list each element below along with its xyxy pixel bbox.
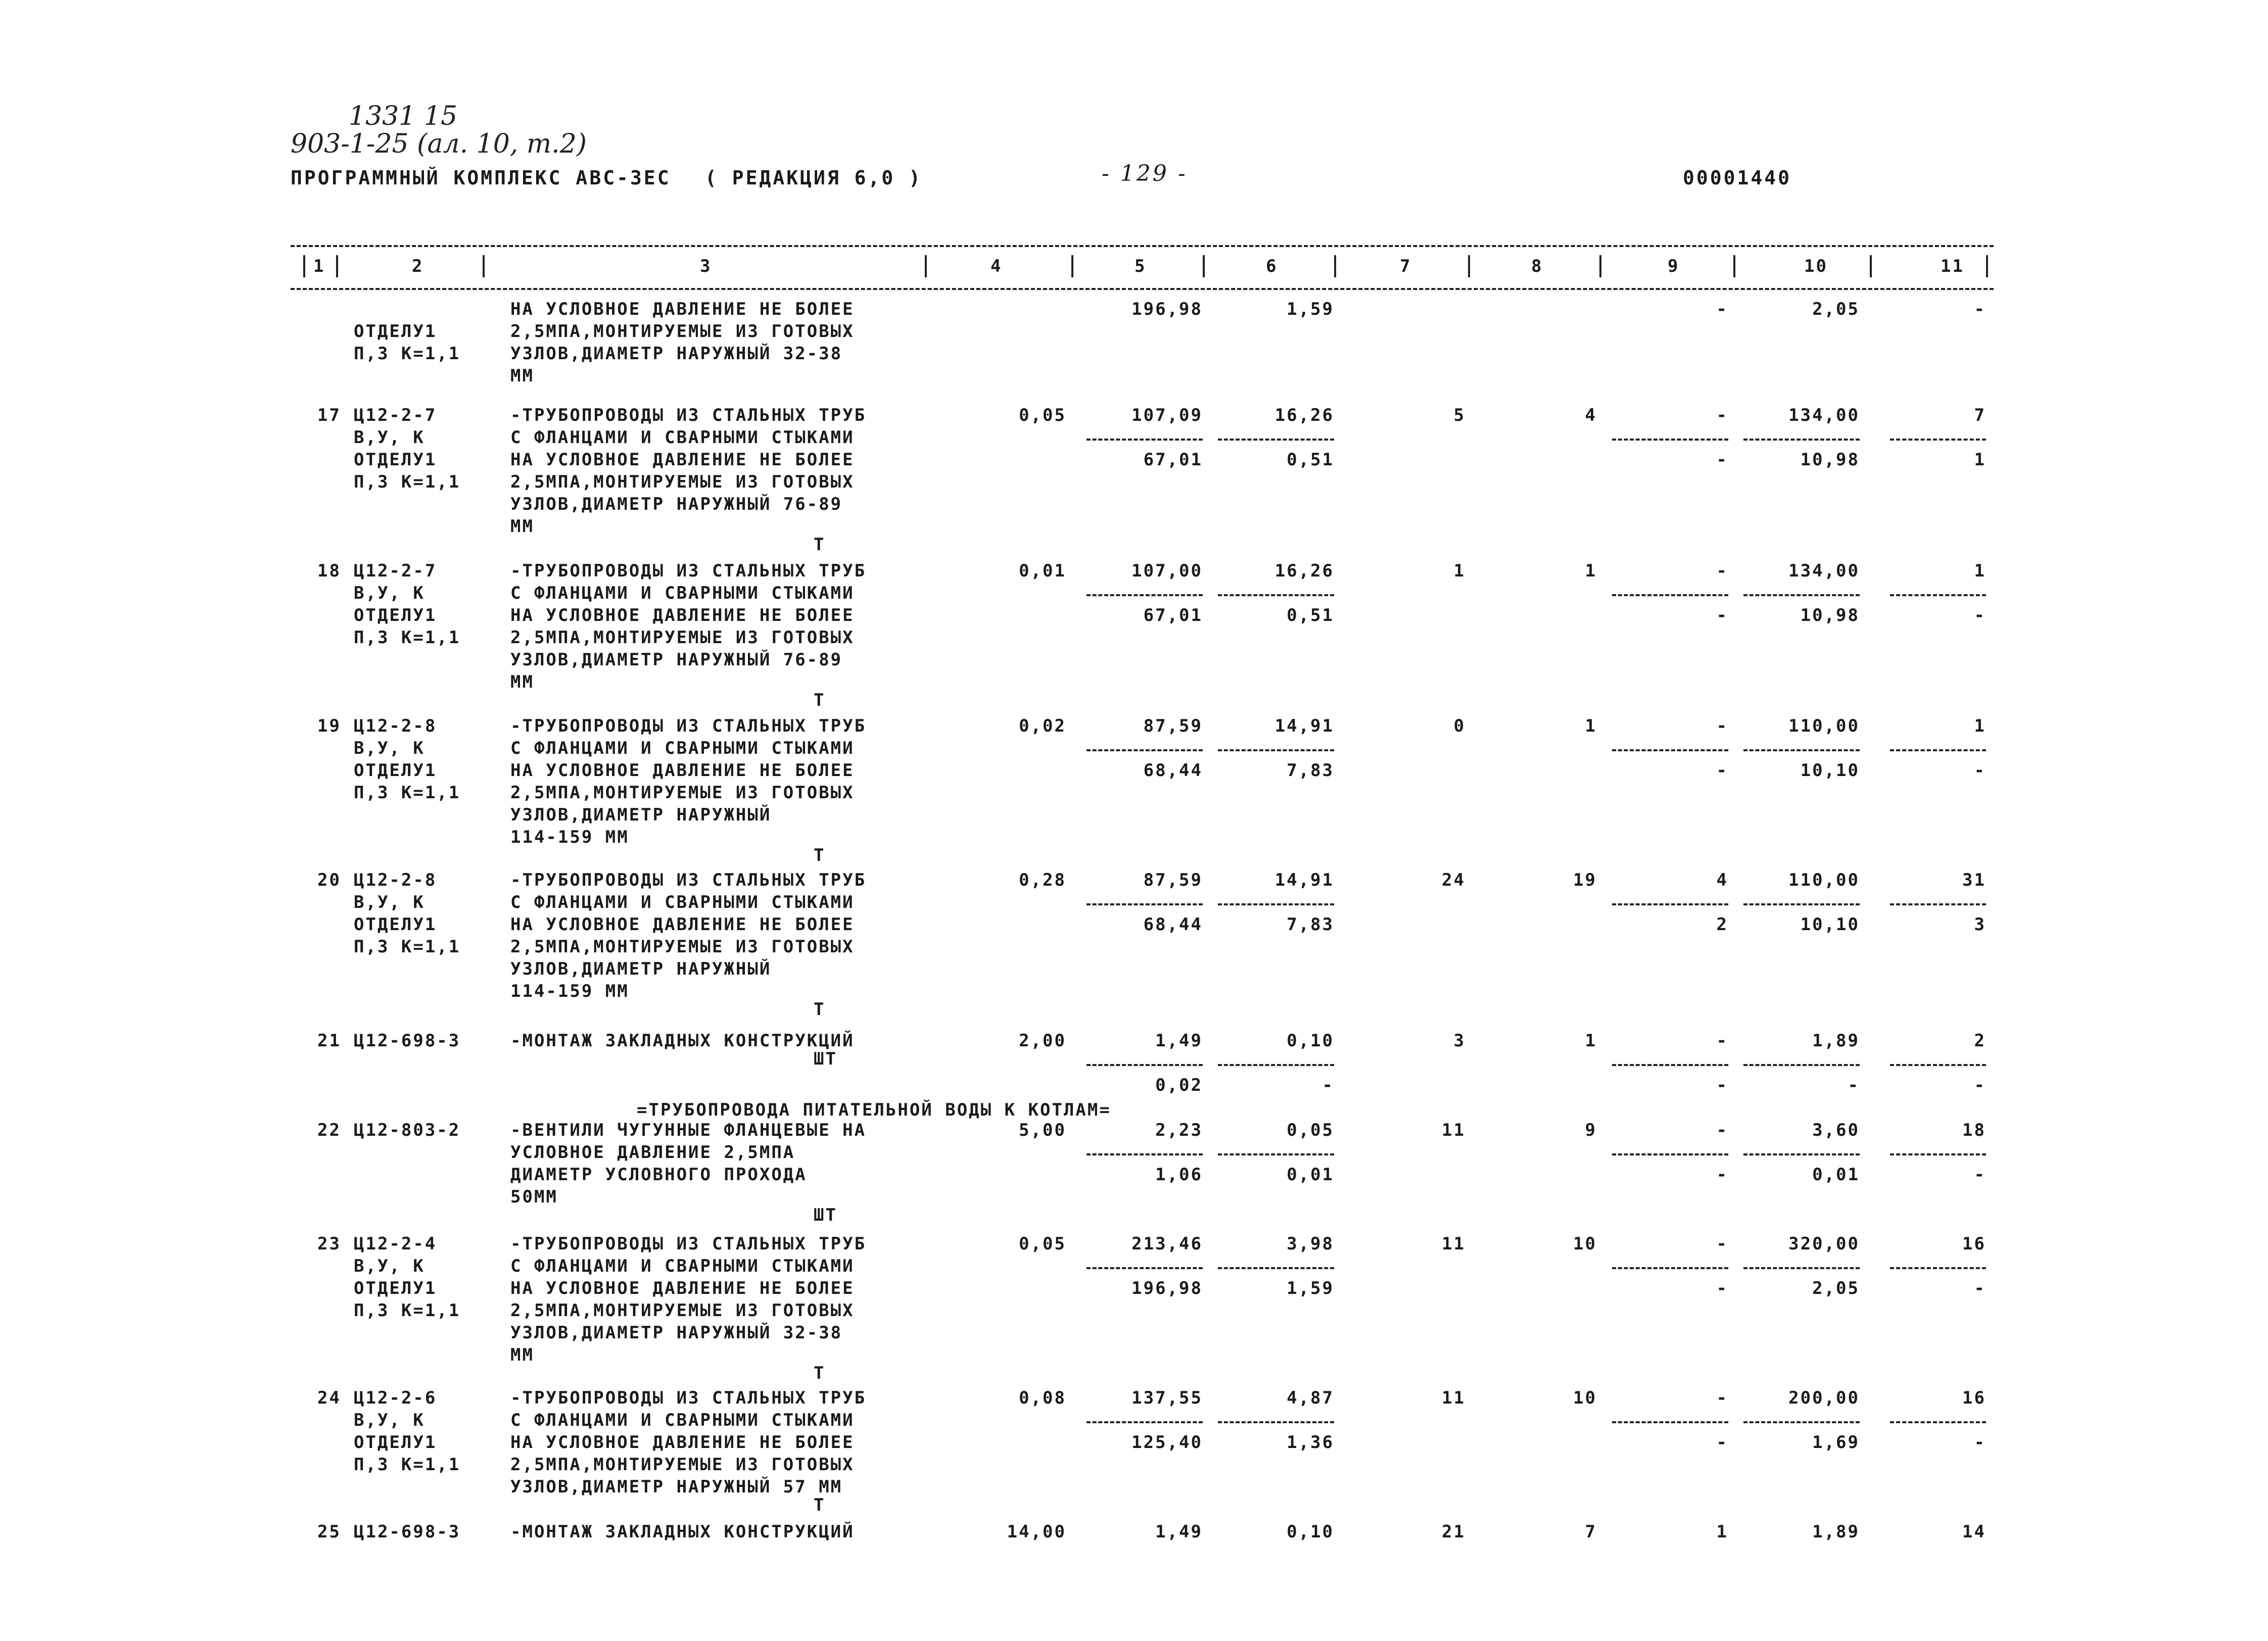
row-code-line: В,У, К [354,427,425,448]
row-number: 25 [317,1522,341,1542]
row-c9-upper: - [1716,405,1728,425]
row-number: 24 [317,1388,341,1408]
row-c9-upper: - [1716,1234,1728,1254]
row-unit: ШТ [814,1205,837,1225]
row-quantity: 2,00 [1019,1031,1066,1051]
row-description-line: 2,5МПА,МОНТИРУЕМЫЕ ИЗ ГОТОВЫХ [510,628,855,648]
row-description-line: 2,5МПА,МОНТИРУЕМЫЕ ИЗ ГОТОВЫХ [510,472,855,492]
row-c5-lower: 0,02 [1155,1075,1203,1095]
row-c10-lower: 10,10 [1800,760,1860,781]
row-number: 21 [317,1031,341,1051]
program-title: ПРОГРАММНЫЙ КОМПЛЕКС АВС-3ЕС [291,167,671,189]
row-c8: 19 [1573,870,1597,890]
row-c11-divider [1890,1421,1986,1423]
row-code-line: П,3 К=1,1 [354,472,461,492]
row-description-line: ММ [510,672,534,692]
row-c11-lower: 3 [1974,914,1986,935]
row-code-line: П,3 К=1,1 [354,1300,461,1321]
row-description-line: С ФЛАНЦАМИ И СВАРНЫМИ СТЫКАМИ [510,1410,855,1430]
row-c6-lower: 7,83 [1287,760,1334,781]
row-description-line: ММ [510,1345,534,1365]
row-c10-divider [1743,594,1860,596]
row-c5-upper: 196,98 [1131,299,1203,319]
row-quantity: 0,08 [1019,1388,1066,1408]
row-c5-upper: 213,46 [1131,1234,1203,1254]
row-c5-lower: 68,44 [1143,760,1203,781]
row-c7: 24 [1442,870,1466,890]
row-c6-upper: 14,91 [1274,716,1334,736]
row-description-line: ММ [510,516,534,537]
row-c10-upper: 1,89 [1812,1031,1860,1051]
row-c6-upper: 16,26 [1274,561,1334,581]
row-c5-upper: 107,00 [1131,561,1203,581]
row-c10-upper: 1,89 [1812,1522,1860,1542]
row-number: 20 [317,870,341,890]
document-code: 00001440 [1683,167,1792,189]
row-quantity: 0,01 [1019,561,1066,581]
row-c7: 11 [1442,1234,1466,1254]
row-c6-divider [1218,1064,1334,1066]
row-c11-upper: 1 [1974,716,1986,736]
row-c10-lower: 10,10 [1800,914,1860,935]
row-description-line: -ВЕНТИЛИ ЧУГУННЫЕ ФЛАНЦЕВЫЕ НА [510,1120,867,1140]
row-code-line: В,У, К [354,583,425,603]
row-c9-upper: - [1716,1388,1728,1408]
row-description-line: 2,5МПА,МОНТИРУЕМЫЕ ИЗ ГОТОВЫХ [510,1455,855,1475]
row-c8: 10 [1573,1388,1597,1408]
row-c10-lower: - [1848,1075,1860,1095]
row-c9-divider [1612,1421,1728,1423]
column-separator [483,255,485,277]
row-c11-upper: 1 [1974,561,1986,581]
row-description-line: 114-159 ММ [510,981,629,1001]
row-c9-lower: - [1716,605,1728,625]
row-c6-lower: 7,83 [1287,914,1334,935]
row-description-line: ДИАМЕТР УСЛОВНОГО ПРОХОДА [510,1165,807,1185]
row-description-line: НА УСЛОВНОЕ ДАВЛЕНИЕ НЕ БОЛЕЕ [510,914,855,935]
row-c7: 21 [1442,1522,1466,1542]
column-separator [1733,255,1735,277]
row-c6-upper: 0,05 [1287,1120,1334,1140]
row-description-line: УСЛОВНОЕ ДАВЛЕНИЕ 2,5МПА [510,1142,795,1163]
row-description-line: 2,5МПА,МОНТИРУЕМЫЕ ИЗ ГОТОВЫХ [510,937,855,957]
handwritten-note-2: 903-1-25 (ал. 10, т.2) [291,129,587,159]
row-c8: 1 [1585,716,1597,736]
row-c6-lower: 0,01 [1287,1165,1334,1185]
row-description-line: -ТРУБОПРОВОДЫ ИЗ СТАЛЬНЫХ ТРУБ [510,1234,867,1254]
row-description-line: УЗЛОВ,ДИАМЕТР НАРУЖНЫЙ 76-89 [510,494,843,514]
row-description-line: НА УСЛОВНОЕ ДАВЛЕНИЕ НЕ БОЛЕЕ [510,450,855,470]
row-c9-upper: - [1716,1031,1728,1051]
row-unit: Т [814,1363,826,1383]
row-code-line: Ц12-698-3 [354,1522,461,1542]
row-description-line: НА УСЛОВНОЕ ДАВЛЕНИЕ НЕ БОЛЕЕ [510,760,855,781]
row-quantity: 0,05 [1019,1234,1066,1254]
row-c5-lower: 125,40 [1131,1432,1203,1453]
column-separator [1468,255,1470,277]
row-code-line: Ц12-2-7 [354,405,437,425]
row-c6-lower: 1,59 [1287,1278,1334,1298]
row-c9-divider [1612,1064,1728,1066]
row-code-line: П,3 К=1,1 [354,628,461,648]
row-c6-lower: 1,36 [1287,1432,1334,1453]
row-c9-upper: - [1716,1120,1728,1140]
row-c10-divider [1743,1267,1860,1269]
row-c7: 5 [1453,405,1466,425]
row-c5-divider [1086,749,1203,751]
row-description-line: 2,5МПА,МОНТИРУЕМЫЕ ИЗ ГОТОВЫХ [510,321,855,342]
row-c10-upper: 2,05 [1812,299,1860,319]
row-c5-lower: 67,01 [1143,605,1203,625]
row-c11-divider [1890,903,1986,905]
row-code-line: ОТДЕЛУ1 [354,914,437,935]
row-c11-divider [1890,1064,1986,1066]
handwritten-note-1: 1331 15 [349,101,458,131]
row-c5-lower: 68,44 [1143,914,1203,935]
row-description-line: УЗЛОВ,ДИАМЕТР НАРУЖНЫЙ 76-89 [510,650,843,670]
row-description-line: 50ММ [510,1187,558,1207]
row-code-line: Ц12-2-8 [354,870,437,890]
column-header-4: 4 [990,256,1003,276]
row-c10-lower: 10,98 [1800,605,1860,625]
row-c9-divider [1612,903,1728,905]
row-c5-divider [1086,1267,1203,1269]
column-separator [1334,255,1336,277]
row-c6-divider [1218,749,1334,751]
row-c5-divider [1086,1421,1203,1423]
row-c9-divider [1612,439,1728,441]
row-c11-upper: 16 [1962,1234,1986,1254]
row-c6-lower: 0,51 [1287,605,1334,625]
page-number: - 129 - [1102,161,1188,186]
row-c6-upper: 1,59 [1287,299,1334,319]
row-c6-divider [1218,439,1334,441]
row-c9-divider [1612,1153,1728,1155]
row-code-line: П,3 К=1,1 [354,1455,461,1475]
row-c6-divider [1218,1267,1334,1269]
row-c10-divider [1743,1153,1860,1155]
row-number: 23 [317,1234,341,1254]
row-c11-divider [1890,439,1986,441]
row-c11-divider [1890,749,1986,751]
row-code-line: Ц12-2-8 [354,716,437,736]
row-c8: 4 [1585,405,1597,425]
column-header-3: 3 [700,256,712,276]
section-title-text: ТРУБОПРОВОДА ПИТАТЕЛЬНОЙ ВОДЫ К КОТЛАМ [648,1100,1100,1120]
row-c6-divider [1218,1421,1334,1423]
row-c5-divider [1086,903,1203,905]
row-code-line: Ц12-698-3 [354,1031,461,1051]
column-separator [336,255,338,277]
row-c10-lower: 10,98 [1800,450,1860,470]
row-c6-lower: 0,51 [1287,450,1334,470]
column-separator [1203,255,1205,277]
column-header-7: 7 [1400,256,1412,276]
row-c10-divider [1743,903,1860,905]
column-separator [1071,255,1073,277]
row-c6-upper: 0,10 [1287,1522,1334,1542]
row-c11-divider [1890,1153,1986,1155]
column-separator [1599,255,1601,277]
row-code-line: П,3 К=1,1 [354,344,461,364]
row-code-line: ОТДЕЛУ1 [354,1278,437,1298]
row-c5-upper: 87,59 [1143,870,1203,890]
row-description-line: НА УСЛОВНОЕ ДАВЛЕНИЕ НЕ БОЛЕЕ [510,1278,855,1298]
row-unit: Т [814,999,826,1020]
row-quantity: 5,00 [1019,1120,1066,1140]
row-c5-divider [1086,439,1203,441]
row-description-line: -ТРУБОПРОВОДЫ ИЗ СТАЛЬНЫХ ТРУБ [510,405,867,425]
column-separator [1986,255,1988,277]
row-description-line: ММ [510,366,534,386]
row-code-line: В,У, К [354,738,425,758]
row-c7: 1 [1453,561,1466,581]
row-code-line: ОТДЕЛУ1 [354,760,437,781]
row-c10-upper: 110,00 [1788,870,1860,890]
row-c11-lower: - [1974,605,1986,625]
row-c5-upper: 107,09 [1131,405,1203,425]
row-c10-upper: 320,00 [1788,1234,1860,1254]
column-separator [1870,255,1872,277]
row-code-line: Ц12-803-2 [354,1120,461,1140]
row-c8: 1 [1585,561,1597,581]
row-c6-upper: 3,98 [1287,1234,1334,1254]
row-c9-upper: 4 [1716,870,1728,890]
row-c7: 0 [1453,716,1466,736]
row-number: 22 [317,1120,341,1140]
row-number: 17 [317,405,341,425]
row-description-line: НА УСЛОВНОЕ ДАВЛЕНИЕ НЕ БОЛЕЕ [510,299,855,319]
row-unit: ШТ [814,1049,837,1069]
row-unit: Т [814,690,826,710]
row-c5-divider [1086,1153,1203,1155]
row-c9-lower: - [1716,450,1728,470]
row-code-line: ОТДЕЛУ1 [354,450,437,470]
row-code-line: Ц12-2-6 [354,1388,437,1408]
column-separator [303,255,305,277]
row-c11-upper: 16 [1962,1388,1986,1408]
row-unit: Т [814,845,826,865]
row-c11-lower: - [1974,1432,1986,1453]
row-c11-upper: 7 [1974,405,1986,425]
row-c9-lower: - [1716,1278,1728,1298]
row-number: 19 [317,716,341,736]
row-c5-upper: 1,49 [1155,1522,1203,1542]
edition-label: ( РЕДАКЦИЯ 6,0 ) [705,167,923,189]
column-header-2: 2 [412,256,424,276]
row-quantity: 0,02 [1019,716,1066,736]
row-description-line: С ФЛАНЦАМИ И СВАРНЫМИ СТЫКАМИ [510,583,855,603]
row-c10-divider [1743,1421,1860,1423]
row-quantity: 0,05 [1019,405,1066,425]
column-header-1: 1 [313,256,325,276]
row-description-line: С ФЛАНЦАМИ И СВАРНЫМИ СТЫКАМИ [510,1256,855,1276]
row-description-line: УЗЛОВ,ДИАМЕТР НАРУЖНЫЙ [510,805,772,825]
row-c10-upper: 200,00 [1788,1388,1860,1408]
row-c11-lower: - [1974,1278,1986,1298]
row-c7: 11 [1442,1388,1466,1408]
row-unit: Т [814,1495,826,1515]
row-code-line: П,3 К=1,1 [354,783,461,803]
row-c10-divider [1743,439,1860,441]
row-c9-upper: - [1716,716,1728,736]
row-c6-lower: - [1322,1075,1334,1095]
row-quantity: 0,28 [1019,870,1066,890]
row-c10-lower: 2,05 [1812,1278,1860,1298]
row-c10-divider [1743,1064,1860,1066]
row-description-line: С ФЛАНЦАМИ И СВАРНЫМИ СТЫКАМИ [510,892,855,912]
row-c9-divider [1612,594,1728,596]
row-c6-upper: 4,87 [1287,1388,1334,1408]
table-top-rule [291,245,1994,247]
row-description-line: -ТРУБОПРОВОДЫ ИЗ СТАЛЬНЫХ ТРУБ [510,716,867,736]
row-c11-divider [1890,594,1986,596]
row-c10-lower: 0,01 [1812,1165,1860,1185]
row-code-line: ОТДЕЛУ1 [354,1432,437,1453]
row-description-line: -ТРУБОПРОВОДЫ ИЗ СТАЛЬНЫХ ТРУБ [510,870,867,890]
row-unit: Т [814,535,826,555]
row-c5-upper: 137,55 [1131,1388,1203,1408]
row-description-line: С ФЛАНЦАМИ И СВАРНЫМИ СТЫКАМИ [510,738,855,758]
column-header-10: 10 [1804,256,1828,276]
row-code-line: В,У, К [354,892,425,912]
row-c6-upper: 0,10 [1287,1031,1334,1051]
row-description-line: 2,5МПА,МОНТИРУЕМЫЕ ИЗ ГОТОВЫХ [510,783,855,803]
row-c5-upper: 1,49 [1155,1031,1203,1051]
row-description-line: УЗЛОВ,ДИАМЕТР НАРУЖНЫЙ 57 ММ [510,1477,843,1497]
row-c11-lower: 1 [1974,450,1986,470]
column-separator [925,255,927,277]
row-c10-upper: 134,00 [1788,405,1860,425]
row-c11-lower: - [1974,1165,1986,1185]
row-c8: 9 [1585,1120,1597,1140]
row-description-line: НА УСЛОВНОЕ ДАВЛЕНИЕ НЕ БОЛЕЕ [510,605,855,625]
row-c5-upper: 2,23 [1155,1120,1203,1140]
row-c11-upper: 31 [1962,870,1986,890]
row-code-line: ОТДЕЛУ1 [354,605,437,625]
row-description-line: -МОНТАЖ ЗАКЛАДНЫХ КОНСТРУКЦИЙ [510,1522,855,1542]
row-description-line: УЗЛОВ,ДИАМЕТР НАРУЖНЫЙ [510,959,772,979]
row-c11-upper: - [1974,299,1986,319]
row-c11-upper: 14 [1962,1522,1986,1542]
row-description-line: 114-159 ММ [510,827,629,847]
row-c11-divider [1890,1267,1986,1269]
row-c11-lower: - [1974,760,1986,781]
row-c6-divider [1218,1153,1334,1155]
row-c6-upper: 16,26 [1274,405,1334,425]
row-c5-lower: 1,06 [1155,1165,1203,1185]
row-code-line: В,У, К [354,1256,425,1276]
row-c11-upper: 2 [1974,1031,1986,1051]
row-c11-upper: 18 [1962,1120,1986,1140]
column-header-6: 6 [1266,256,1278,276]
row-c9-divider [1612,1267,1728,1269]
row-c5-divider [1086,1064,1203,1066]
row-c9-lower: 2 [1716,914,1728,935]
row-description-line: 2,5МПА,МОНТИРУЕМЫЕ ИЗ ГОТОВЫХ [510,1300,855,1321]
column-header-8: 8 [1531,256,1543,276]
row-c9-lower: - [1716,1165,1728,1185]
row-c6-divider [1218,594,1334,596]
row-code-line: Ц12-2-7 [354,561,437,581]
row-c5-lower: 67,01 [1143,450,1203,470]
row-c7: 3 [1453,1031,1466,1051]
row-c10-divider [1743,749,1860,751]
row-code-line: Ц12-2-4 [354,1234,437,1254]
row-c10-upper: 3,60 [1812,1120,1860,1140]
row-c8: 1 [1585,1031,1597,1051]
row-quantity: 14,00 [1007,1522,1066,1542]
row-c9-upper: - [1716,299,1728,319]
row-description-line: УЗЛОВ,ДИАМЕТР НАРУЖНЫЙ 32-38 [510,1323,843,1343]
row-description-line: -ТРУБОПРОВОДЫ ИЗ СТАЛЬНЫХ ТРУБ [510,1388,867,1408]
row-description-line: -МОНТАЖ ЗАКЛАДНЫХ КОНСТРУКЦИЙ [510,1031,855,1051]
row-c10-lower: 1,69 [1812,1432,1860,1453]
row-c6-divider [1218,903,1334,905]
row-number: 18 [317,561,341,581]
row-description-line: УЗЛОВ,ДИАМЕТР НАРУЖНЫЙ 32-38 [510,344,843,364]
row-code-line: В,У, К [354,1410,425,1430]
row-c9-lower: - [1716,1432,1728,1453]
row-c5-divider [1086,594,1203,596]
row-c9-lower: - [1716,760,1728,781]
row-c10-upper: 134,00 [1788,561,1860,581]
column-header-9: 9 [1668,256,1680,276]
row-c8: 10 [1573,1234,1597,1254]
row-description-line: НА УСЛОВНОЕ ДАВЛЕНИЕ НЕ БОЛЕЕ [510,1432,855,1453]
row-c5-upper: 87,59 [1143,716,1203,736]
row-c10-upper: 110,00 [1788,716,1860,736]
row-code-line: П,3 К=1,1 [354,937,461,957]
row-c9-upper: 1 [1716,1522,1728,1542]
row-description-line: -ТРУБОПРОВОДЫ ИЗ СТАЛЬНЫХ ТРУБ [510,561,867,581]
row-c9-divider [1612,749,1728,751]
row-c7: 11 [1442,1120,1466,1140]
row-c9-upper: - [1716,561,1728,581]
row-c5-lower: 196,98 [1131,1278,1203,1298]
row-c8: 7 [1585,1522,1597,1542]
row-description-line: С ФЛАНЦАМИ И СВАРНЫМИ СТЫКАМИ [510,427,855,448]
row-c11-lower: - [1974,1075,1986,1095]
table-header-rule [291,288,1994,290]
column-header-11: 11 [1941,256,1964,276]
row-code-line: ОТДЕЛУ1 [354,321,437,342]
row-c9-lower: - [1716,1075,1728,1095]
row-c6-upper: 14,91 [1274,870,1334,890]
section-title: =ТРУБОПРОВОДА ПИТАТЕЛЬНОЙ ВОДЫ К КОТЛАМ= [637,1100,1111,1120]
column-header-5: 5 [1135,256,1147,276]
